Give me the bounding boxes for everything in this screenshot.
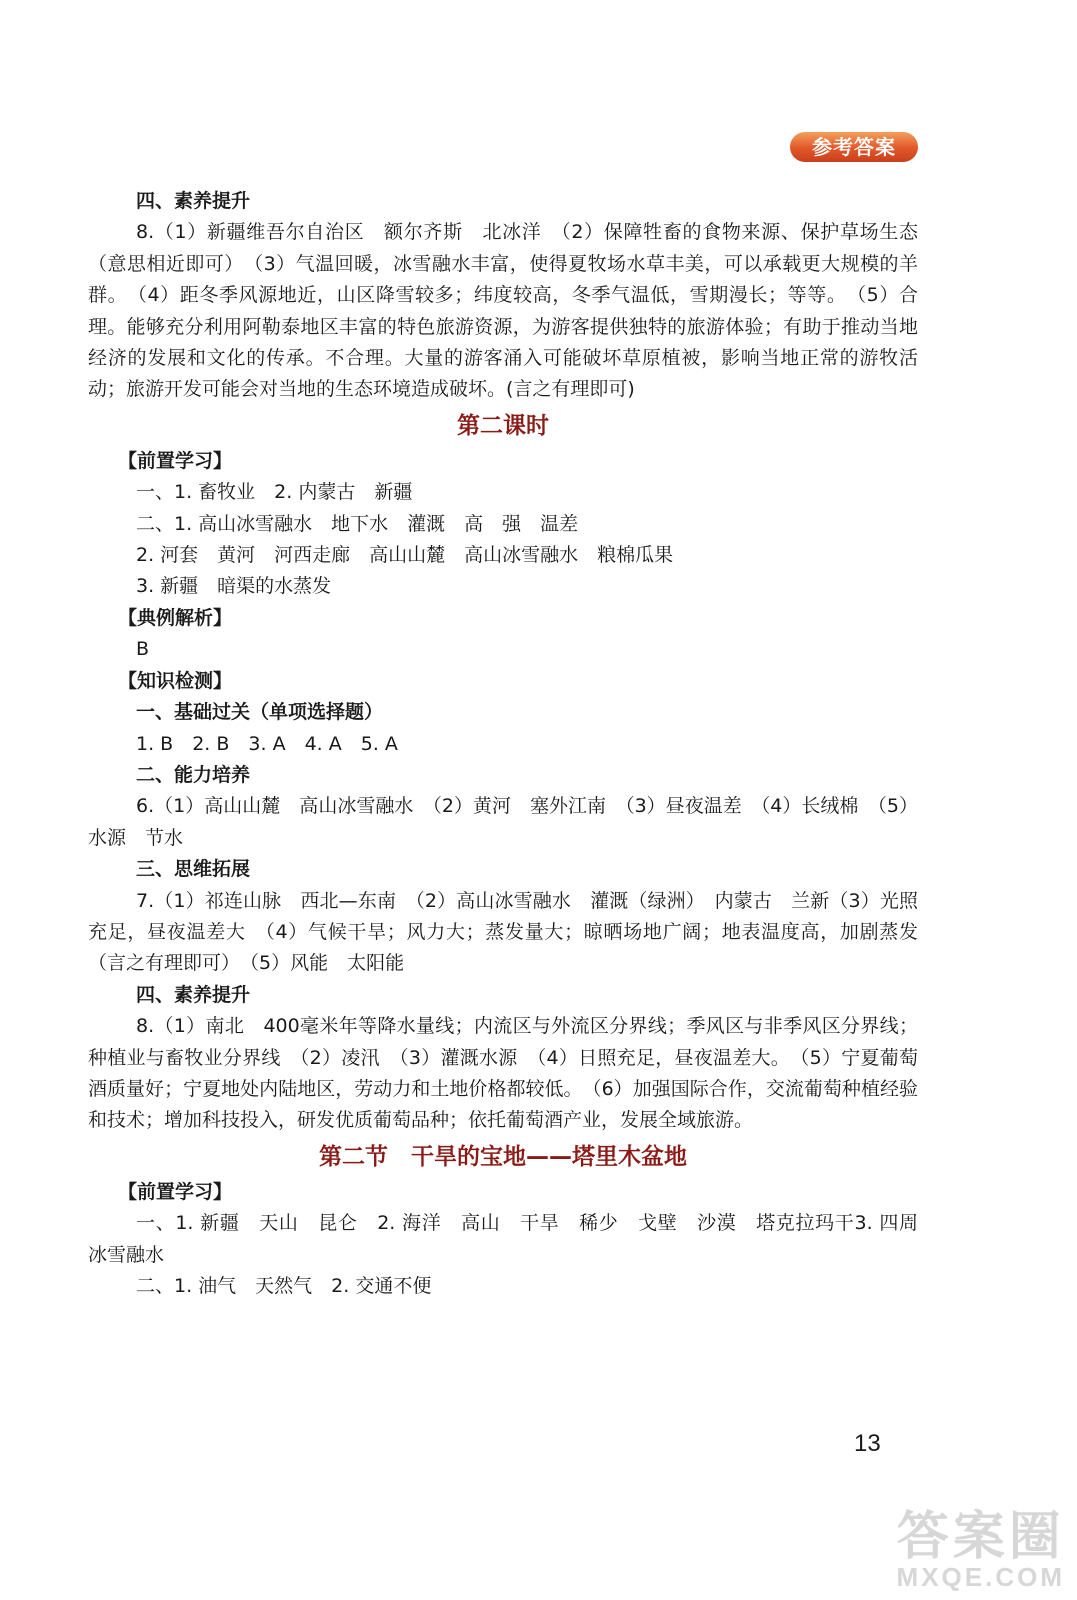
prestudy-line: 二、1. 高山冰雪融水 地下水 灌溉 高 强 温差: [136, 512, 579, 535]
page-number: 13: [854, 1430, 881, 1457]
bracket-heading-prestudy: 【前置学习】: [118, 449, 233, 472]
prestudy-line: 一、1. 畜牧业 2. 内蒙古 新疆: [136, 481, 413, 504]
heading-ability: 二、能力培养: [136, 763, 251, 786]
prestudy-line: 一、1. 新疆 天山 昆仑 2. 海洋 高山 干旱 稀少 戈壁 沙漠 塔克拉玛干3. 四周 冰雪融水: [88, 1212, 938, 1266]
bracket-heading-check: 【知识检测】: [118, 669, 233, 692]
watermark-url: MXQE.COM: [896, 1562, 1065, 1592]
answer-content: [88, 186, 938, 1302]
watermark-logo-text: 答案圈: [896, 1508, 1065, 1566]
answer-q8-part1: 8.（1）新疆维吾尔自治区 额尔齐斯 北冰洋 （2）保障牲畜的食物来源、保护草场生态（意思相近即可） （3）气温回暖，冰雪融水丰富，使得夏牧场水草丰美，可以承载更大规模的羊群。 （4）距冬季风源地近，山区降雪较多；纬度较高，冬季气温低，雪期漫长；等等。 （5）合理。能够充分利用阿勒泰地区丰富的特色旅游资源，为游客提供独特的旅游体验；有助于推动当地经济的发展和文化的传承。不合理。大量的游客涌入可能破坏草原植被，影响当地正常的游牧活动；旅游开发可能会对当地的生态环境造成破坏。(言之有理即可): [88, 221, 918, 401]
example-answer: B: [136, 638, 150, 661]
heading-thinking: 三、思维拓展: [136, 858, 251, 881]
section-title-tarim: 第二节 干旱的宝地——塔里木盆地: [319, 1143, 687, 1170]
heading-literacy: 四、素养提升: [136, 190, 251, 212]
answers-choice: 1. B 2. B 3. A 4. A 5. A: [136, 732, 398, 755]
answer-key-badge: 参考答案: [790, 132, 918, 162]
bracket-heading-prestudy: 【前置学习】: [118, 1180, 233, 1203]
section-title-lesson2: 第二课时: [457, 412, 549, 439]
prestudy-line: 二、1. 油气 天然气 2. 交通不便: [136, 1275, 432, 1297]
heading-basic: 一、基础过关（单项选择题）: [136, 701, 384, 724]
watermark-logo: [897, 1510, 1065, 1590]
answer-q8-part2: 8.（1）南北 400毫米年等降水量线；内流区与外流区分界线；季风区与非季风区分界线；种植业与畜牧业分界线 （2）凌汛 （3）灌溉水源 （4）日照充足，昼夜温差大。 （5）宁夏葡萄酒质量好；宁夏地处内陆地区，劳动力和土地价格都较低。 （6）加强国际合作，交流葡萄种植经验和技术；增加科技投入，研发优质葡萄品种；依托葡萄酒产业，发展全域旅游。: [88, 1015, 918, 1132]
prestudy-line: 2. 河套 黄河 河西走廊 高山山麓 高山冰雪融水 粮棉瓜果: [136, 544, 674, 567]
bracket-heading-example: 【典例解析】: [118, 606, 233, 629]
prestudy-line: 3. 新疆 暗渠的水蒸发: [136, 575, 332, 598]
heading-literacy: 四、素养提升: [136, 983, 251, 1006]
answer-q6: 6.（1）高山山麓 高山冰雪融水 （2）黄河 塞外江南 （3）昼夜温差 （4）长绒棉 （5）水源 节水: [88, 795, 918, 849]
answer-q7: 7.（1）祁连山脉 西北—东南 （2）高山冰雪融水 灌溉（绿洲） 内蒙古 兰新（3）光照充足，昼夜温差大 （4）气候干旱；风力大；蒸发量大；晾晒场地广阔；地表温度高，加剧蒸发（言之有理即可） （5）风能 太阳能: [88, 889, 918, 975]
